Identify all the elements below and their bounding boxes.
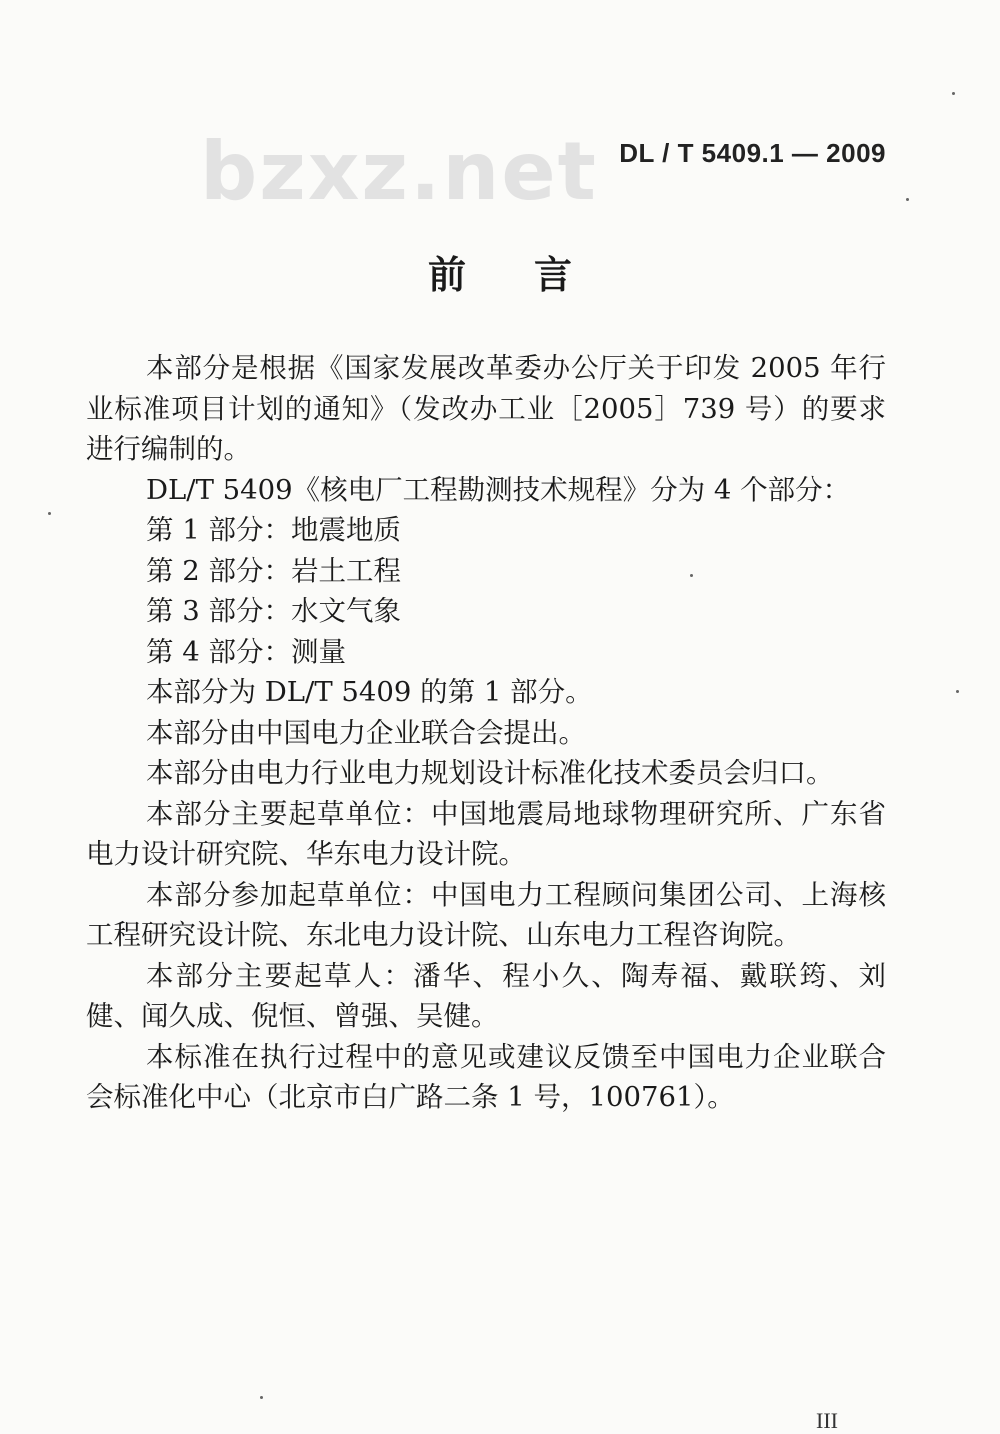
paragraph-proposed-by: 本部分由中国电力企业联合会提出。 xyxy=(146,716,586,749)
paragraph-administered-by: 本部分由电力行业电力规划设计标准化技术委员会归口。 xyxy=(146,757,834,789)
scan-speck xyxy=(48,512,51,515)
list-item-part-3: 第 3 部分：水文气象 xyxy=(146,595,401,627)
scan-speck xyxy=(260,1396,263,1399)
preface-body xyxy=(86,348,886,1118)
page-number: III xyxy=(816,1408,838,1433)
paragraph-drafting-units: 本部分主要起草单位：中国地震局地球物理研究所、广东省电力设计研究院、华东电力设计院。 xyxy=(86,797,886,870)
list-item-part-4: 第 4 部分：测量 xyxy=(146,635,346,668)
scan-speck xyxy=(690,574,693,577)
page-title: 前言 xyxy=(427,253,640,297)
paragraph-participating-units: 本部分参加起草单位：中国电力工程顾问集团公司、上海核工程研究设计院、东北电力设计院、山东电力工程咨询院。 xyxy=(86,878,886,951)
paragraph-parts-intro: DL/T 5409《核电厂工程勘测技术规程》分为 4 个部分： xyxy=(146,473,851,506)
scan-speck xyxy=(906,198,909,201)
list-item-part-1: 第 1 部分：地震地质 xyxy=(146,514,401,546)
paragraph-drafters: 本部分主要起草人：潘华、程小久、陶寿福、戴联筠、刘健、闻久成、倪恒、曾强、吴健。 xyxy=(86,959,886,1032)
paragraph-feedback: 本标准在执行过程中的意见或建议反馈至中国电力企业联合会标准化中心（北京市白广路二条 1 号，100761）。 xyxy=(86,1040,886,1113)
scan-speck xyxy=(952,92,955,95)
paragraph-this-part: 本部分为 DL/T 5409 的第 1 部分。 xyxy=(146,676,593,708)
paragraph-basis: 本部分是根据《国家发展改革委办公厅关于印发 2005 年行业标准项目计划的通知》（发改办工业［2005］739 号）的要求进行编制的。 xyxy=(86,352,886,465)
list-item-part-2: 第 2 部分：岩土工程 xyxy=(146,554,401,587)
standard-code: DL / T 5409.1 — 2009 xyxy=(619,138,886,168)
scan-speck xyxy=(956,690,959,693)
watermark-text: bzxz.net xyxy=(200,125,598,218)
